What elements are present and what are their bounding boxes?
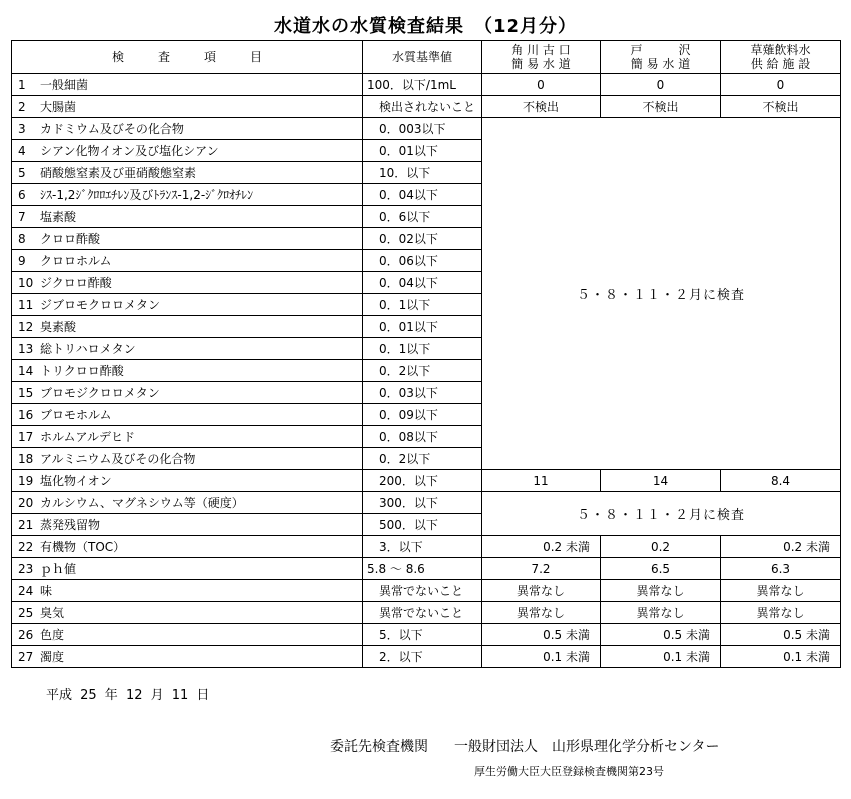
standard-cell: 異常でないこと [363,602,482,624]
standard-cell: 0．003以下 [363,118,482,140]
standard-cell: 5.8 ～ 8.6 [363,558,482,580]
item-name: 総トリハロメタン [40,342,136,356]
item-number: 7 [18,210,26,224]
item-cell [12,382,363,404]
item-name: シアン化物イオン及び塩化シアン [40,144,219,158]
testing-organization [330,736,745,756]
standard-cell: 2．以下 [363,646,482,668]
result-cell: 14 [601,470,721,492]
result-cell: 0.5 未満 [721,624,841,646]
item-cell [12,118,363,140]
standard-cell: 0．02以下 [363,228,482,250]
item-number: 1 [18,78,26,92]
standard-cell: 0．2以下 [363,360,482,382]
result-cell: 8.4 [721,470,841,492]
item-name: ｼｽ-1,2ｼﾞｸﾛﾛｴﾁﾚﾝ及びﾄﾗﾝｽ-1,2-ｼﾞｸﾛｵﾁﾚﾝ [40,188,254,202]
item-cell [12,338,363,360]
item-name: 大腸菌 [40,100,77,114]
item-name: 色度 [40,628,65,642]
item-name: ｐｈ値 [40,562,77,576]
item-number: 23 [18,562,34,576]
table-row [12,602,841,624]
item-name: 一般細菌 [40,78,89,92]
registration-number: 厚生労働大臣大臣登録検査機関第23号 [474,765,664,778]
item-number: 21 [18,518,34,532]
item-number: 2 [18,100,26,114]
item-cell [12,646,363,668]
org-name: 一般財団法人 山形県理化学分析センター [454,739,720,755]
standard-cell: 0．03以下 [363,382,482,404]
item-number: 5 [18,166,26,180]
table-row [12,558,841,580]
item-cell [12,404,363,426]
item-number: 20 [18,496,34,510]
item-number: 19 [18,474,34,488]
item-number: 12 [18,320,34,334]
item-number: 14 [18,364,34,378]
result-cell: 不検出 [721,96,841,118]
result-cell: 異常なし [721,580,841,602]
table-header [12,41,841,74]
result-cell: 0.2 未満 [721,536,841,558]
org-label: 委託先検査機関 [330,739,428,755]
standard-cell: 0．09以下 [363,404,482,426]
standard-cell: 3．以下 [363,536,482,558]
standard-cell: 5．以下 [363,624,482,646]
standard-cell: 500．以下 [363,514,482,536]
item-number: 10 [18,276,34,290]
item-name: 臭気 [40,606,65,620]
item-number: 18 [18,452,34,466]
standard-cell: 0．1以下 [363,338,482,360]
item-number: 16 [18,408,34,422]
header-kakugawa: 角 川 古 口 簡 易 水 道 [482,41,601,74]
item-cell [12,206,363,228]
standard-cell: 0．2以下 [363,448,482,470]
table-row [12,646,841,668]
result-cell: 異常なし [482,580,601,602]
standard-cell: 0．1以下 [363,294,482,316]
item-number: 25 [18,606,34,620]
item-name: 蒸発残留物 [40,518,101,532]
table-row [12,96,841,118]
result-cell: 0 [482,74,601,96]
item-cell [12,360,363,382]
item-cell [12,162,363,184]
table-row [12,492,841,514]
result-cell: 不検出 [601,96,721,118]
standard-cell: 10．以下 [363,162,482,184]
item-cell [12,580,363,602]
item-cell [12,624,363,646]
item-number: 8 [18,232,26,246]
item-name: 有機物（TOC） [40,540,126,554]
item-name: アルミニウム及びその化合物 [40,452,196,466]
report-date: 平成 25 年 12 月 11 日 [46,688,210,703]
item-name: 味 [40,584,53,598]
item-cell [12,470,363,492]
table-row [12,580,841,602]
item-cell [12,184,363,206]
standard-cell: 検出されないこと [363,96,482,118]
result-cell: 0.1 未満 [601,646,721,668]
standard-cell: 0．01以下 [363,316,482,338]
item-name: ブロモジクロロメタン [40,386,160,400]
item-number: 15 [18,386,34,400]
result-cell: 0.2 [601,536,721,558]
item-number: 11 [18,298,34,312]
standard-cell: 0．6以下 [363,206,482,228]
item-cell [12,536,363,558]
standard-cell: 0．04以下 [363,184,482,206]
item-cell [12,140,363,162]
result-cell: 0.1 未満 [721,646,841,668]
item-name: トリクロロ酢酸 [40,364,124,378]
item-name: 臭素酸 [40,320,77,334]
result-cell: 6.5 [601,558,721,580]
results-table [11,40,841,668]
standard-cell: 0．04以下 [363,272,482,294]
item-cell [12,602,363,624]
standard-cell: 0．01以下 [363,140,482,162]
header-standard: 水質基準値 [363,41,482,74]
merged-note: ５・８・１１・２月に検査 [482,118,841,470]
item-cell [12,558,363,580]
result-cell: 異常なし [601,602,721,624]
result-cell: 0 [601,74,721,96]
result-cell: 異常なし [601,580,721,602]
item-name: 濁度 [40,650,65,664]
item-number: 4 [18,144,26,158]
item-cell [12,272,363,294]
standard-cell: 100．以下/1mL [363,74,482,96]
table-row [12,470,841,492]
result-cell: 異常なし [721,602,841,624]
item-number: 6 [18,188,26,202]
result-cell: 7.2 [482,558,601,580]
item-name: ジブロモクロロメタン [40,298,161,312]
item-number: 3 [18,122,26,136]
item-cell [12,316,363,338]
header-kusanagi: 草薙飲料水 供 給 施 設 [721,41,841,74]
merged-note: ５・８・１１・２月に検査 [482,492,841,536]
item-name: クロロホルム [40,254,112,268]
item-cell [12,448,363,470]
item-name: カドミウム及びその化合物 [40,122,184,136]
item-number: 17 [18,430,34,444]
item-cell [12,250,363,272]
item-name: クロロ酢酸 [40,232,101,246]
item-name: ジクロロ酢酸 [40,276,112,290]
table-row [12,74,841,96]
standard-cell: 0．06以下 [363,250,482,272]
table-row [12,624,841,646]
item-cell [12,514,363,536]
item-cell [12,228,363,250]
item-name: 塩素酸 [40,210,77,224]
result-cell: 0.2 未満 [482,536,601,558]
item-number: 26 [18,628,34,642]
standard-cell: 0．08以下 [363,426,482,448]
item-number: 22 [18,540,34,554]
item-name: カルシウム、マグネシウム等（硬度） [40,496,244,510]
header-tozawa: 戸 沢 簡 易 水 道 [601,41,721,74]
result-cell: 不検出 [482,96,601,118]
standard-cell: 300．以下 [363,492,482,514]
result-cell: 0.1 未満 [482,646,601,668]
item-name: ホルムアルデヒド [40,430,136,444]
result-cell: 0.5 未満 [601,624,721,646]
page-title: 水道水の水質検査結果 （12月分） [273,16,578,37]
item-cell [12,74,363,96]
item-number: 27 [18,650,34,664]
result-cell: 0.5 未満 [482,624,601,646]
result-cell: 0 [721,74,841,96]
item-name: 硝酸態窒素及び亜硝酸態窒素 [40,166,197,180]
result-cell: 異常なし [482,602,601,624]
item-cell [12,294,363,316]
item-cell [12,426,363,448]
item-name: ブロモホルム [40,408,112,422]
standard-cell: 異常でないこと [363,580,482,602]
item-number: 9 [18,254,26,268]
header-item: 検査項目 [12,41,363,74]
result-cell: 6.3 [721,558,841,580]
item-name: 塩化物イオン [40,474,112,488]
table-row [12,536,841,558]
item-number: 13 [18,342,34,356]
item-cell [12,492,363,514]
item-number: 24 [18,584,34,598]
item-cell [12,96,363,118]
result-cell: 11 [482,470,601,492]
table-row [12,118,841,140]
standard-cell: 200．以下 [363,470,482,492]
